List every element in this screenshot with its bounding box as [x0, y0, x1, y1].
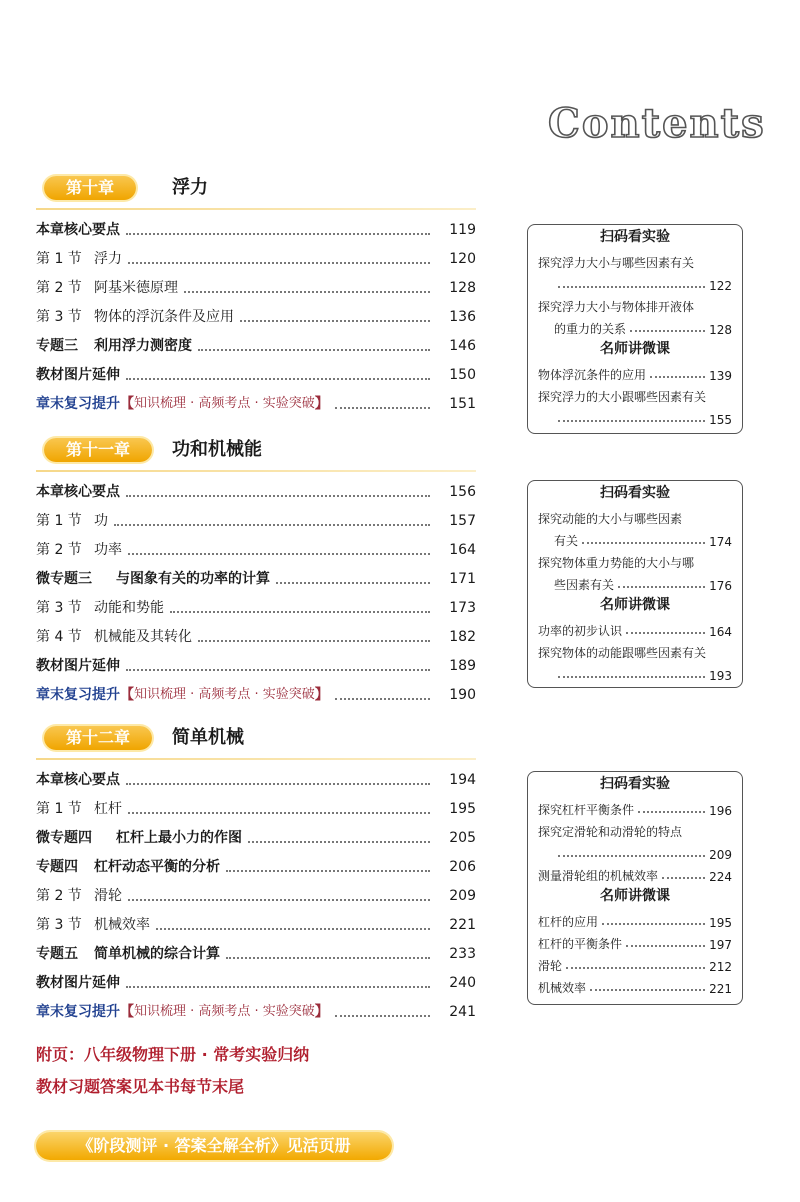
- entry-list: [36, 474, 476, 706]
- toc-entry[interactable]: 第 1 节 杠杆 195: [36, 801, 476, 817]
- chapter-divider: [36, 208, 476, 210]
- qr-item[interactable]: 探究杠杆平衡条件 196: [538, 803, 732, 818]
- qr-item[interactable]: 探究物体的动能跟哪些因素有关: [538, 646, 707, 660]
- qr-heading: 扫码看实验: [600, 229, 670, 245]
- toc-entry[interactable]: 第 2 节 阿基米德原理 128: [36, 280, 476, 296]
- toc-entry[interactable]: 专题五 简单机械的综合计算 233: [36, 946, 476, 962]
- qr-item[interactable]: 物体浮沉条件的应用 139: [538, 368, 732, 383]
- toc-entry-review[interactable]: 章末复习提升 【 知识梳理 · 高频考点 · 实验突破 】 241: [36, 1004, 476, 1020]
- toc-entry-review[interactable]: 章末复习提升 【 知识梳理 · 高频考点 · 实验突破 】 151: [36, 396, 476, 412]
- chapter-10: [36, 172, 476, 422]
- qr-item[interactable]: 探究物体重力势能的大小与哪: [538, 556, 695, 570]
- chapter-divider: [36, 758, 476, 760]
- qr-item[interactable]: 探究浮力大小与物体排开液体: [538, 300, 695, 314]
- toc-entry[interactable]: 微专题三 与图象有关的功率的计算 171: [36, 571, 476, 587]
- toc-entry[interactable]: 第 1 节 浮力 120: [36, 251, 476, 267]
- toc-entry[interactable]: 本章核心要点 119: [36, 222, 476, 238]
- toc-entry[interactable]: 第 3 节 机械效率 221: [36, 917, 476, 933]
- qr-item[interactable]: 的重力的关系 128: [554, 322, 732, 337]
- toc-entry[interactable]: 教材图片延伸 189: [36, 658, 476, 674]
- qr-box-chapter-12: [527, 771, 743, 1005]
- chapter-title: 浮力: [172, 177, 208, 198]
- toc-entry[interactable]: 专题三 利用浮力测密度 146: [36, 338, 476, 354]
- toc-entry[interactable]: 第 2 节 滑轮 209: [36, 888, 476, 904]
- toc-entry[interactable]: 第 3 节 物体的浮沉条件及应用 136: [36, 309, 476, 325]
- qr-heading: 名师讲微课: [600, 341, 670, 357]
- qr-item[interactable]: 功率的初步认识 164: [538, 624, 732, 639]
- chapter-title: 简单机械: [172, 727, 244, 748]
- toc-entry[interactable]: 专题四 杠杆动态平衡的分析 206: [36, 859, 476, 875]
- workbook-banner: 《阶段测评 · 答案全解全析》见活页册: [36, 1132, 392, 1160]
- qr-heading: 扫码看实验: [600, 485, 670, 501]
- entry-list: [36, 762, 476, 1023]
- toc-entry[interactable]: 第 4 节 机械能及其转化 182: [36, 629, 476, 645]
- qr-heading: 扫码看实验: [600, 776, 670, 792]
- qr-box-chapter-10: [527, 224, 743, 434]
- qr-item[interactable]: 杠杆的平衡条件 197: [538, 937, 732, 952]
- qr-item[interactable]: 探究浮力的大小跟哪些因素有关: [538, 390, 707, 404]
- toc-entry[interactable]: 教材图片延伸 240: [36, 975, 476, 991]
- chapter-badge: 第十章: [44, 176, 136, 200]
- toc-entry[interactable]: 本章核心要点 156: [36, 484, 476, 500]
- qr-item[interactable]: 探究动能的大小与哪些因素: [538, 512, 683, 526]
- qr-item[interactable]: 193: [528, 661, 742, 683]
- toc-entry[interactable]: 第 1 节 功 157: [36, 513, 476, 529]
- entry-list: [36, 212, 476, 415]
- qr-item[interactable]: 探究定滑轮和动滑轮的特点: [538, 825, 683, 839]
- qr-item[interactable]: 杠杆的应用 195: [538, 915, 732, 930]
- qr-heading: 名师讲微课: [600, 597, 670, 613]
- qr-item[interactable]: 122: [528, 271, 742, 293]
- qr-item[interactable]: 机械效率 221: [538, 981, 732, 996]
- toc-entry-review[interactable]: 章末复习提升 【 知识梳理 · 高频考点 · 实验突破 】 190: [36, 687, 476, 703]
- qr-item[interactable]: 测量滑轮组的机械效率 224: [538, 869, 732, 884]
- chapter-12: [36, 722, 476, 1022]
- chapter-badge: 第十二章: [44, 726, 152, 750]
- appendix-line-1[interactable]: 附页：八年级物理下册 · 常考实验归纳: [36, 1045, 310, 1064]
- toc-entry[interactable]: 第 2 节 功率 164: [36, 542, 476, 558]
- chapter-badge: 第十一章: [44, 438, 152, 462]
- qr-box-chapter-11: [527, 480, 743, 688]
- appendix-line-2: 教材习题答案见本书每节末尾: [36, 1077, 245, 1096]
- contents-title: Contents: [548, 100, 766, 147]
- toc-entry[interactable]: 微专题四 杠杆上最小力的作图 205: [36, 830, 476, 846]
- qr-item[interactable]: 155: [528, 405, 742, 427]
- chapter-11: [36, 434, 476, 704]
- qr-heading: 名师讲微课: [600, 888, 670, 904]
- chapter-divider: [36, 470, 476, 472]
- qr-item[interactable]: 209: [528, 840, 742, 862]
- toc-entry[interactable]: 教材图片延伸 150: [36, 367, 476, 383]
- qr-item[interactable]: 些因素有关 176: [554, 578, 732, 593]
- toc-entry[interactable]: 本章核心要点 194: [36, 772, 476, 788]
- chapter-title: 功和机械能: [172, 439, 262, 460]
- qr-item[interactable]: 有关 174: [554, 534, 732, 549]
- qr-item[interactable]: 探究浮力大小与哪些因素有关: [538, 256, 695, 270]
- qr-item[interactable]: 滑轮 212: [538, 959, 732, 974]
- toc-entry[interactable]: 第 3 节 动能和势能 173: [36, 600, 476, 616]
